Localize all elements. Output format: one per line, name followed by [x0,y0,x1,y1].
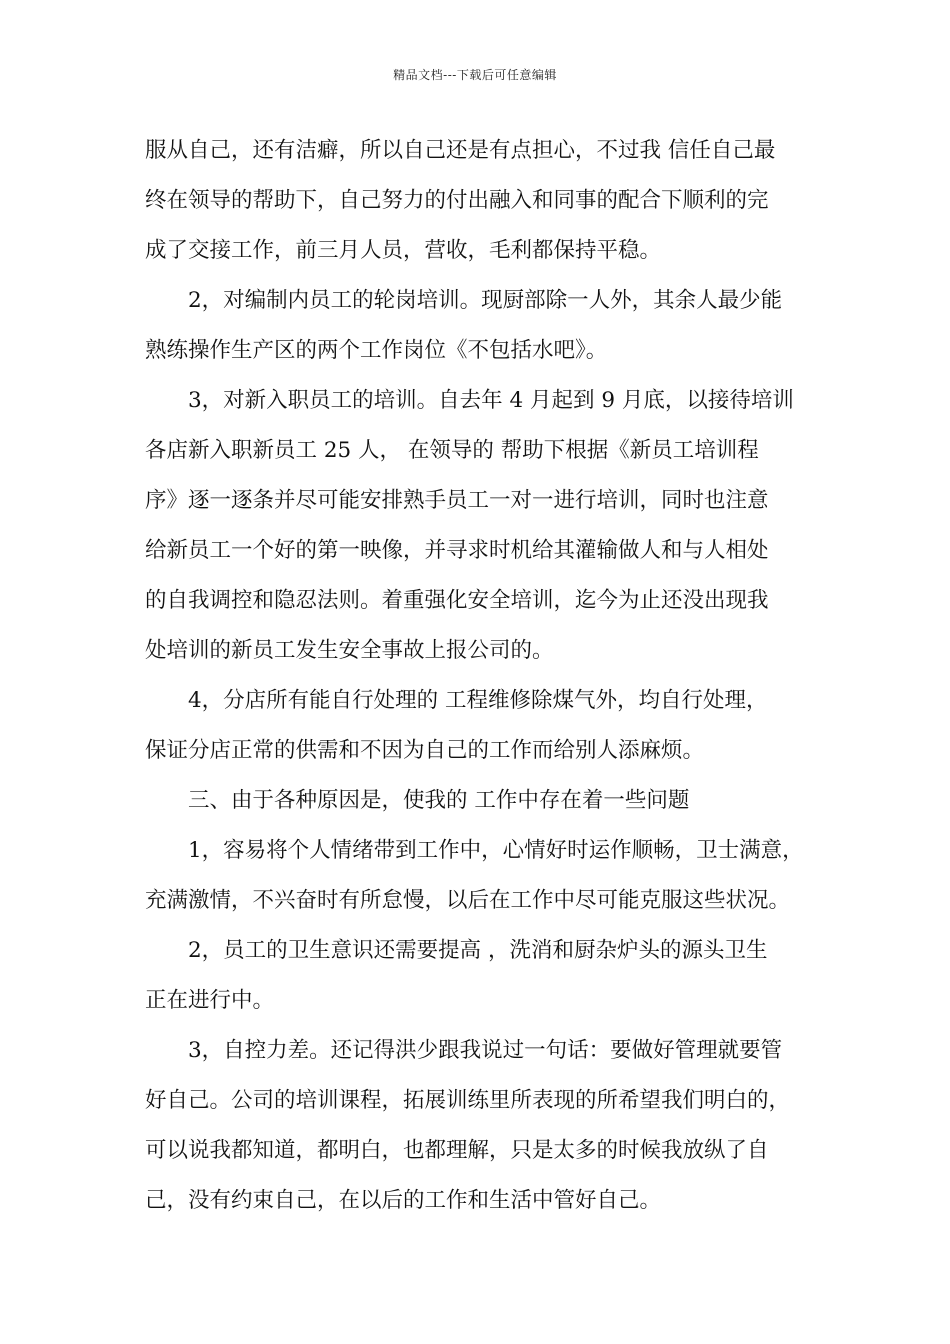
text-line: 3，自控力差。还记得洪少跟我说过一句话：要做好管理就要管 [188,1038,783,1063]
text-line: 熟练操作生产区的两个工作岗位《不包括水吧》。 [145,338,608,363]
page-header: 精品文档---下载后可任意编辑 [393,68,557,82]
text-line: 序》逐一逐条并尽可能安排熟手员工一对一进行培训，同时也注意 [145,488,769,513]
text-line: 己，没有约束自己，在以后的工作和生活中管好自己。 [145,1188,662,1213]
text-line: 可以说我都知道，都明白，也都理解，只是太多的时候我放纵了自 [145,1138,769,1163]
text-line: 处培训的新员工发生安全事故上报公司的。 [145,638,554,663]
text-line: 充满激情，不兴奋时有所怠慢，以后在工作中尽可能克服这些状况。 [145,888,791,913]
text-line: 好自己。公司的培训课程，拓展训练里所表现的所希望我们明白的， [145,1088,791,1113]
text-line: 2，员工的卫生意识还需要提高 ，洗消和厨杂炉头的源头卫生 [188,938,768,963]
text-line: 2，对编制内员工的轮岗培训。现厨部除一人外，其余人最少能 [188,288,783,313]
text-line: 3，对新入职员工的培训。自去年 4 月起到 9 月底，以接待培训 [188,388,794,413]
text-line: 保证分店正常的供需和不因为自己的工作而给别人添麻烦。 [145,738,705,763]
text-line: 给新员工一个好的第一映像，并寻求时机给其灌输做人和与人相处 [145,538,769,563]
text-line: 成了交接工作，前三月人员，营收，毛利都保持平稳。 [145,238,662,263]
text-line: 服从自己，还有洁癖，所以自己还是有点担心，不过我 信任自己最 [145,138,776,163]
document-body [145,126,815,1226]
text-line: 正在进行中。 [145,988,275,1013]
text-line: 1，容易将个人情绪带到工作中，心情好时运作顺畅，卫士满意， [188,838,804,863]
text-line: 的自我调控和隐忍法则。着重强化安全培训，迄今为止还没出现我 [145,588,769,613]
text-line: 终在领导的帮助下，自己努力的付出融入和同事的配合下顺利的完 [145,188,769,213]
text-line: 4，分店所有能自行处理的 工程维修除煤气外，均自行处理， [188,688,768,713]
section-heading: 三、由于各种原因是，使我的 工作中存在着一些问题 [188,788,690,813]
text-line: 各店新入职新员工 25 人， 在领导的 帮助下根据《新员工培训程 [145,438,759,463]
